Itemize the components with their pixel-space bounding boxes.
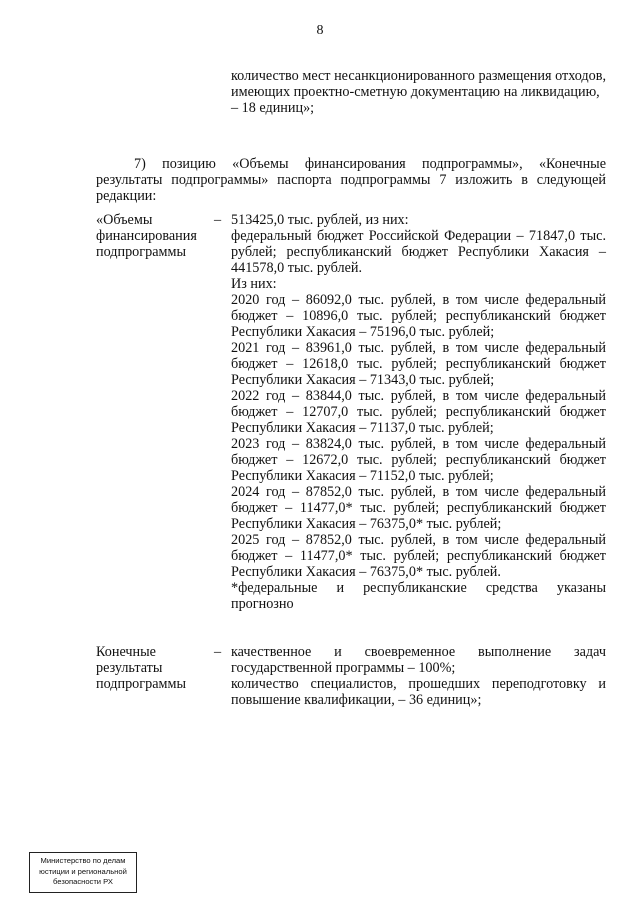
intro-line: – 18 единиц»; bbox=[231, 100, 315, 116]
intro-line: имеющих проектно-сметную документацию на ликвидацию, bbox=[231, 84, 600, 100]
funding-line: Республики Хакасия – 76375,0* тыс. рублей; bbox=[231, 516, 502, 532]
funding-content bbox=[231, 212, 606, 612]
funding-line: 2025 год – 87852,0 тыс. рублей, в том числе федеральный bbox=[231, 532, 606, 548]
funding-line: Из них: bbox=[231, 276, 277, 292]
results-line: повышение квалификации, – 36 единиц»; bbox=[231, 692, 482, 708]
funding-line: бюджет – 10896,0 тыс. рублей; республиканский бюджет bbox=[231, 308, 606, 324]
funding-dash: – bbox=[214, 212, 222, 228]
funding-line: Республики Хакасия – 71152,0 тыс. рублей; bbox=[231, 468, 494, 484]
results-label-line: подпрограммы bbox=[96, 676, 186, 692]
funding-line: бюджет – 12618,0 тыс. рублей; республиканский бюджет bbox=[231, 356, 606, 372]
results-content bbox=[231, 644, 606, 708]
paragraph-line: результаты подпрограммы» паспорта подпрограммы 7 изложить в следующей bbox=[96, 172, 606, 188]
funding-label-line: подпрограммы bbox=[96, 244, 186, 260]
funding-line: бюджет – 11477,0* тыс. рублей; республиканский бюджет bbox=[231, 500, 606, 516]
intro-line: количество мест несанкционированного размещения отходов, bbox=[231, 68, 606, 84]
funding-line: 2021 год – 83961,0 тыс. рублей, в том числе федеральный bbox=[231, 340, 606, 356]
funding-line: 2024 год – 87852,0 тыс. рублей, в том числе федеральный bbox=[231, 484, 606, 500]
funding-line: бюджет – 11477,0* тыс. рублей; республиканский бюджет bbox=[231, 548, 606, 564]
funding-label-line: «Объемы bbox=[96, 212, 153, 228]
funding-line: Республики Хакасия – 75196,0 тыс. рублей; bbox=[231, 324, 495, 340]
results-label-line: результаты bbox=[96, 660, 163, 676]
funding-line: Республики Хакасия – 71343,0 тыс. рублей; bbox=[231, 372, 495, 388]
funding-line: 441578,0 тыс. рублей. bbox=[231, 260, 363, 276]
amendment-paragraph bbox=[96, 156, 606, 204]
funding-line: федеральный бюджет Российской Федерации – 71847,0 тыс. bbox=[231, 228, 606, 244]
funding-line: прогнозно bbox=[231, 596, 294, 612]
stamp-line: Министерство по делам bbox=[40, 856, 126, 865]
funding-label-line: финансирования bbox=[96, 228, 197, 244]
stamp-line: юстиции и региональной bbox=[39, 866, 127, 876]
funding-line: 2020 год – 86092,0 тыс. рублей, в том числе федеральный bbox=[231, 292, 606, 308]
funding-line: 513425,0 тыс. рублей, из них: bbox=[231, 212, 409, 228]
intro-text bbox=[231, 68, 606, 116]
results-label-line: Конечные bbox=[96, 644, 156, 660]
results-dash: – bbox=[214, 644, 222, 660]
ministry-stamp bbox=[29, 852, 137, 893]
funding-line: бюджет – 12672,0 тыс. рублей; республиканский бюджет bbox=[231, 452, 606, 468]
funding-line: *федеральные и республиканские средства указаны bbox=[231, 580, 606, 596]
funding-label bbox=[96, 212, 206, 260]
paragraph-line: 7) позицию «Объемы финансирования подпрограммы», «Конечные bbox=[134, 156, 606, 172]
paragraph-line: редакции: bbox=[96, 188, 157, 204]
funding-line: Республики Хакасия – 76375,0* тыс. рублей. bbox=[231, 564, 501, 580]
results-line: качественное и своевременное выполнение задач bbox=[231, 644, 606, 660]
results-label bbox=[96, 644, 206, 692]
page-number: 8 bbox=[316, 23, 324, 38]
funding-line: рублей; республиканский бюджет Республики Хакасия – bbox=[231, 244, 606, 260]
funding-line: Республики Хакасия – 71137,0 тыс. рублей; bbox=[231, 420, 494, 436]
funding-line: 2022 год – 83844,0 тыс. рублей, в том числе федеральный bbox=[231, 388, 606, 404]
stamp-line: безопасности РХ bbox=[53, 877, 113, 886]
funding-line: бюджет – 12707,0 тыс. рублей; республиканский бюджет bbox=[231, 404, 606, 420]
results-line: количество специалистов, прошедших переподготовку и bbox=[231, 676, 606, 692]
funding-line: 2023 год – 83824,0 тыс. рублей, в том числе федеральный bbox=[231, 436, 606, 452]
results-line: государственной программы – 100%; bbox=[231, 660, 456, 676]
